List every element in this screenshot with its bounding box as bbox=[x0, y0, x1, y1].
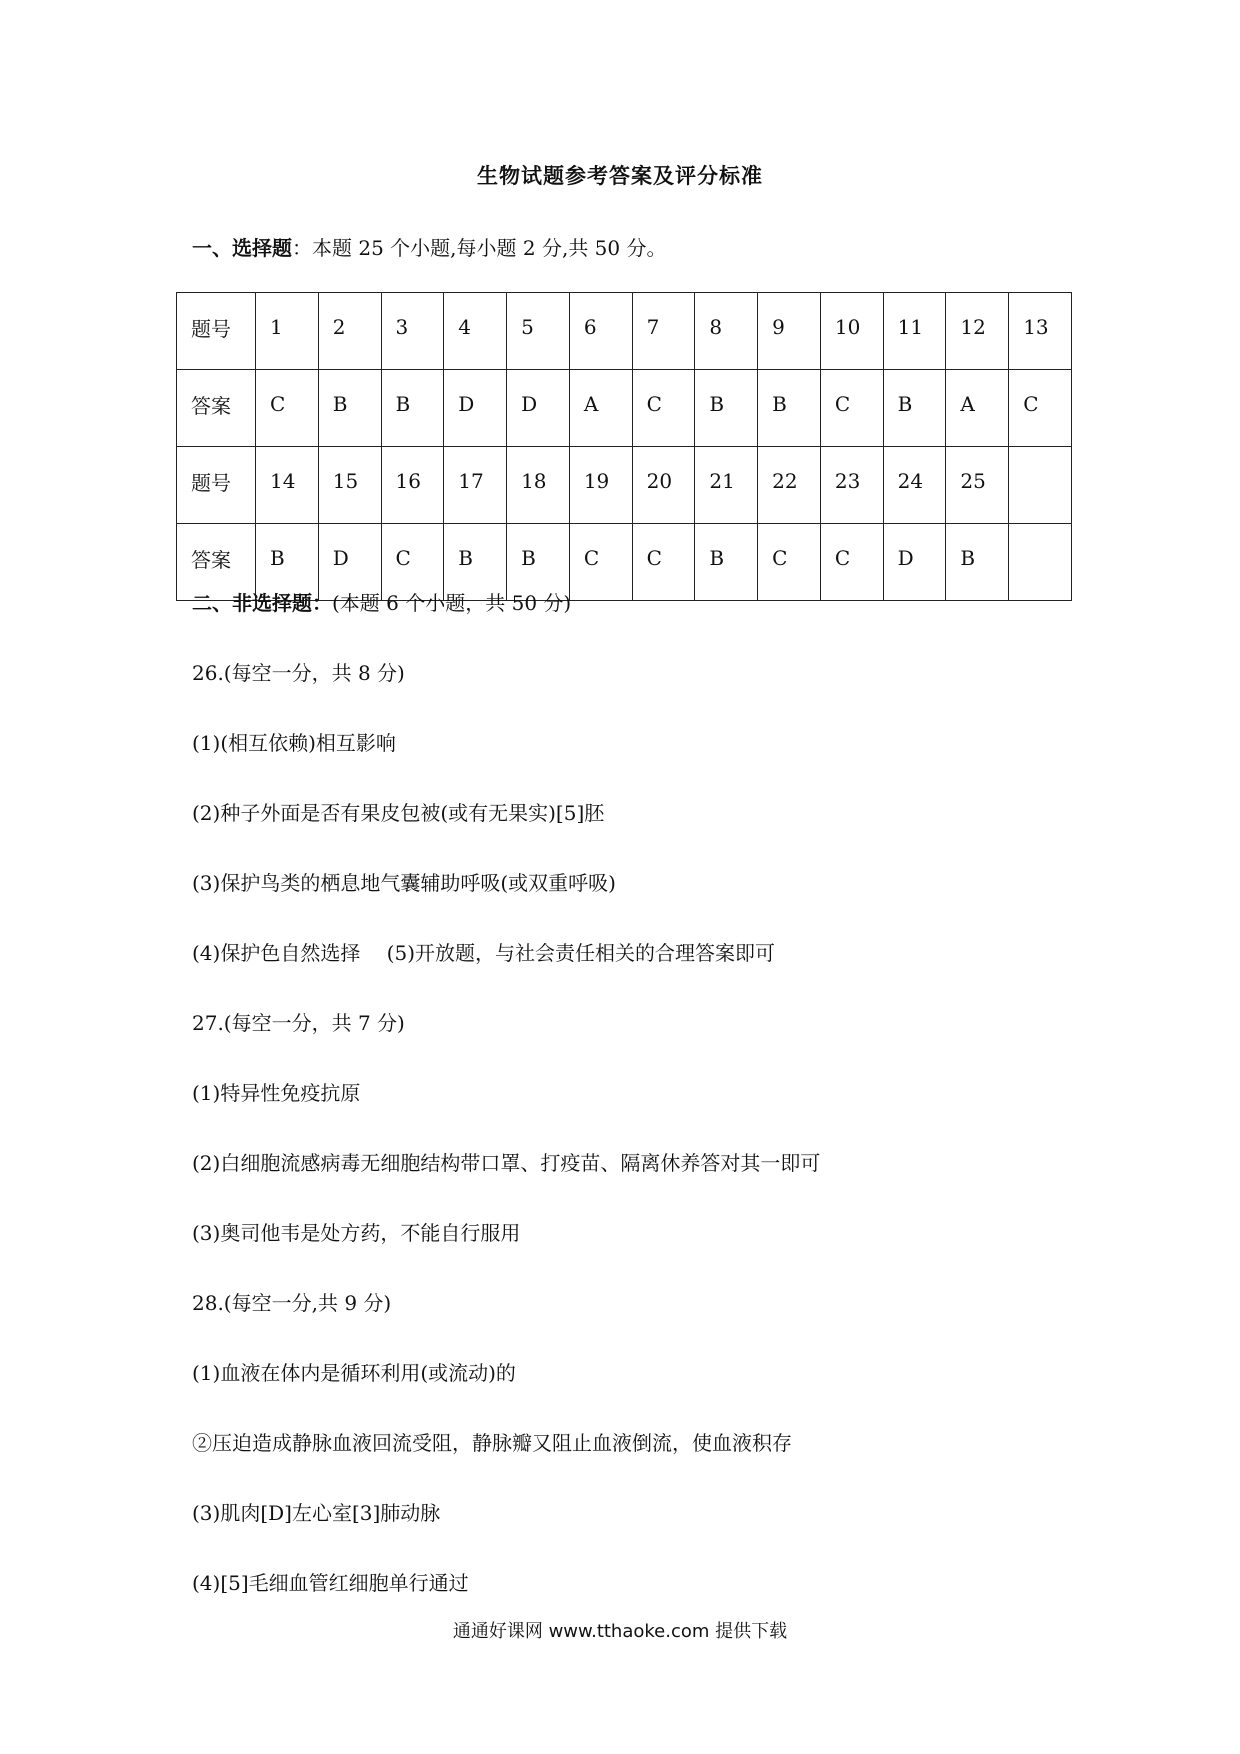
q26-answer-1: (1)(相互依赖)相互影响 bbox=[192, 731, 396, 755]
q27-header: 27.(每空一分，共 7 分) bbox=[192, 1011, 405, 1035]
table-cell: 13 bbox=[1009, 293, 1072, 370]
table-cell: 17 bbox=[444, 447, 507, 524]
table-row bbox=[177, 447, 1072, 524]
q28-answer-1: (1)血液在体内是循环利用(或流动)的 bbox=[192, 1361, 516, 1385]
table-cell: 16 bbox=[381, 447, 444, 524]
table-row bbox=[177, 293, 1072, 370]
table-cell: 12 bbox=[946, 293, 1009, 370]
q26-answer-2: (2)种子外面是否有果皮包被(或有无果实)[5]胚 bbox=[192, 801, 605, 825]
table-cell: B bbox=[444, 524, 507, 601]
table-cell: 14 bbox=[256, 447, 319, 524]
table-cell: 19 bbox=[569, 447, 632, 524]
table-cell: 21 bbox=[695, 447, 758, 524]
section-2-desc: (本题 6 个小题，共 50 分) bbox=[332, 591, 572, 615]
table-cell: 9 bbox=[758, 293, 821, 370]
table-cell: B bbox=[946, 524, 1009, 601]
table-cell: 8 bbox=[695, 293, 758, 370]
table-cell bbox=[1009, 447, 1072, 524]
table-row-header: 答案 bbox=[177, 524, 256, 601]
footer-source: 通通好课网 www.tthaoke.com 提供下载 bbox=[452, 1621, 788, 1642]
q28-answer-4: (4)[5]毛细血管红细胞单行通过 bbox=[192, 1571, 469, 1595]
table-cell: B bbox=[318, 370, 381, 447]
table-cell: 2 bbox=[318, 293, 381, 370]
q28-header: 28.(每空一分,共 9 分) bbox=[192, 1291, 392, 1315]
table-cell: D bbox=[883, 524, 946, 601]
table-row bbox=[177, 370, 1072, 447]
section-2-label: 二、非选择题： bbox=[192, 591, 332, 615]
table-cell: 6 bbox=[569, 293, 632, 370]
q27-answer-2: (2)白细胞流感病毒无细胞结构带口罩、打疫苗、隔离休养答对其一即可 bbox=[192, 1151, 821, 1175]
section-1-label: 一、选择题 bbox=[192, 236, 292, 260]
table-cell: B bbox=[695, 524, 758, 601]
table-cell: 3 bbox=[381, 293, 444, 370]
q27-answer-1: (1)特异性免疫抗原 bbox=[192, 1081, 361, 1105]
table-cell: C bbox=[632, 370, 695, 447]
table-cell: 25 bbox=[946, 447, 1009, 524]
q27-answer-3: (3)奥司他韦是处方药，不能自行服用 bbox=[192, 1221, 521, 1245]
table-cell: C bbox=[256, 370, 319, 447]
section-2-heading bbox=[192, 587, 571, 616]
table-cell: 20 bbox=[632, 447, 695, 524]
table-cell: 11 bbox=[883, 293, 946, 370]
q28-answer-3: (3)肌肉[D]左心室[3]肺动脉 bbox=[192, 1501, 441, 1525]
table-cell: B bbox=[695, 370, 758, 447]
table-cell: C bbox=[569, 524, 632, 601]
section-1-heading bbox=[192, 232, 666, 261]
table-cell: 4 bbox=[444, 293, 507, 370]
document-title: 生物试题参考答案及评分标准 bbox=[477, 163, 763, 188]
table-cell: 5 bbox=[507, 293, 570, 370]
table-row-header: 题号 bbox=[177, 447, 256, 524]
table-cell bbox=[1009, 524, 1072, 601]
table-cell: A bbox=[569, 370, 632, 447]
table-cell: 22 bbox=[758, 447, 821, 524]
table-cell: 1 bbox=[256, 293, 319, 370]
table-cell: B bbox=[758, 370, 821, 447]
table-cell: C bbox=[758, 524, 821, 601]
q28-answer-2: ②压迫造成静脉血液回流受阻，静脉瓣又阻止血液倒流，使血液积存 bbox=[192, 1431, 792, 1455]
table-cell: 24 bbox=[883, 447, 946, 524]
q26-answer-4-5: (4)保护色自然选择 (5)开放题，与社会责任相关的合理答案即可 bbox=[192, 941, 776, 965]
table-cell: B bbox=[256, 524, 319, 601]
table-cell: C bbox=[381, 524, 444, 601]
table-cell: C bbox=[820, 370, 883, 447]
table-cell: 15 bbox=[318, 447, 381, 524]
table-cell: D bbox=[507, 370, 570, 447]
table-cell: C bbox=[1009, 370, 1072, 447]
table-cell: D bbox=[318, 524, 381, 601]
table-cell: C bbox=[632, 524, 695, 601]
table-cell: B bbox=[883, 370, 946, 447]
table-cell: B bbox=[507, 524, 570, 601]
table-cell: 23 bbox=[820, 447, 883, 524]
table-cell: 10 bbox=[820, 293, 883, 370]
table-cell: 18 bbox=[507, 447, 570, 524]
table-row-header: 答案 bbox=[177, 370, 256, 447]
answer-table bbox=[176, 292, 1072, 601]
table-cell: A bbox=[946, 370, 1009, 447]
q26-answer-3: (3)保护鸟类的栖息地气囊辅助呼吸(或双重呼吸) bbox=[192, 871, 616, 895]
q26-header: 26.(每空一分，共 8 分) bbox=[192, 661, 405, 685]
section-1-desc: ：本题 25 个小题,每小题 2 分,共 50 分。 bbox=[292, 236, 667, 260]
table-cell: D bbox=[444, 370, 507, 447]
table-row-header: 题号 bbox=[177, 293, 256, 370]
table-cell: 7 bbox=[632, 293, 695, 370]
table-cell: C bbox=[820, 524, 883, 601]
table-cell: B bbox=[381, 370, 444, 447]
